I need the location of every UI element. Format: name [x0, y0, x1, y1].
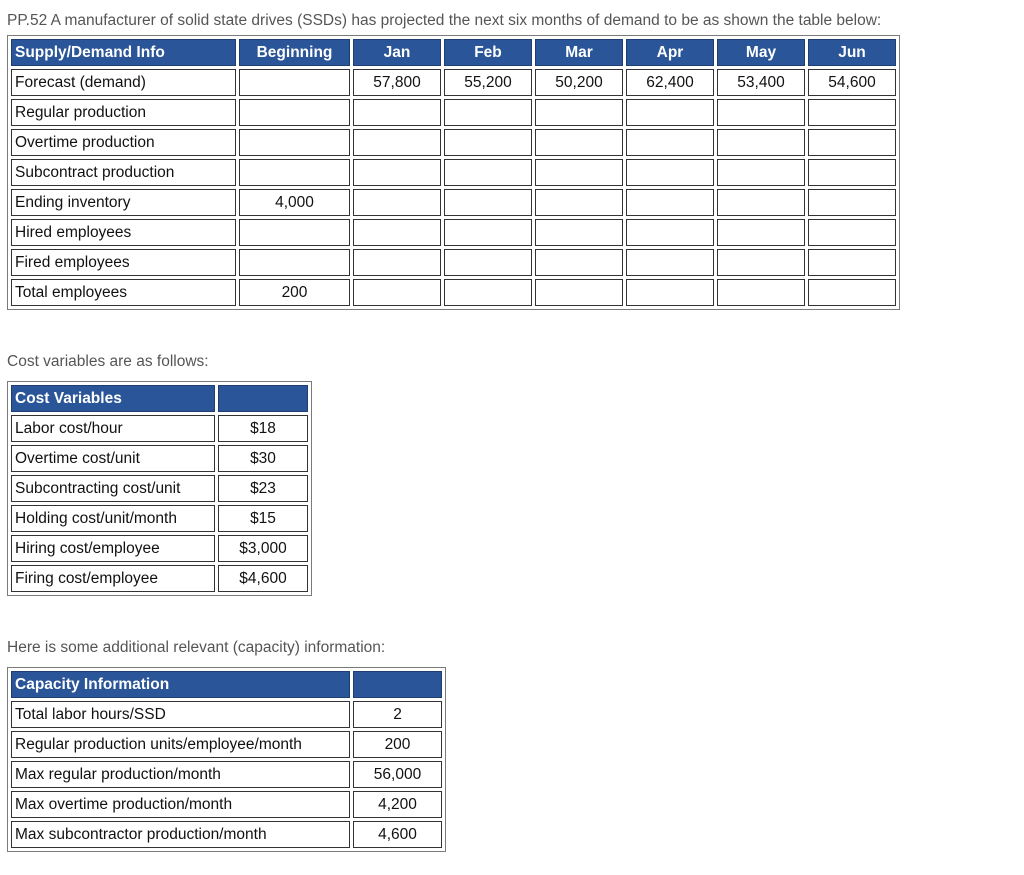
input-cell[interactable] — [239, 99, 350, 126]
row-label: Subcontracting cost/unit — [11, 475, 215, 502]
input-cell[interactable] — [717, 129, 805, 156]
value-cell: $15 — [218, 505, 308, 532]
table-row — [11, 159, 896, 186]
row-label: Total employees — [11, 279, 236, 306]
row-label: Forecast (demand) — [11, 69, 236, 96]
column-header — [353, 671, 442, 698]
input-cell[interactable] — [239, 129, 350, 156]
table-row — [11, 415, 308, 442]
cost-variables-table — [7, 381, 312, 596]
input-cell[interactable] — [626, 99, 714, 126]
row-label: Total labor hours/SSD — [11, 701, 350, 728]
row-label: Regular production units/employee/month — [11, 731, 350, 758]
input-cell[interactable] — [239, 219, 350, 246]
input-cell[interactable] — [535, 279, 623, 306]
supply-demand-table — [7, 35, 900, 310]
column-header: May — [717, 39, 805, 66]
value-cell: $4,600 — [218, 565, 308, 592]
row-label: Hired employees — [11, 219, 236, 246]
row-label: Max subcontractor production/month — [11, 821, 350, 848]
value-cell: $3,000 — [218, 535, 308, 562]
header-row — [11, 671, 442, 698]
input-cell[interactable] — [808, 159, 896, 186]
row-label: Overtime cost/unit — [11, 445, 215, 472]
problem-intro: PP.52 A manufacturer of solid state drives (SSDs) has projected the next six months of demand to be as shown the table below: — [7, 12, 882, 29]
row-label: Subcontract production — [11, 159, 236, 186]
value-cell: 4,200 — [353, 791, 442, 818]
value-cell: 200 — [239, 279, 350, 306]
input-cell[interactable] — [717, 219, 805, 246]
input-cell[interactable] — [717, 99, 805, 126]
value-cell: 57,800 — [353, 69, 441, 96]
row-label: Regular production — [11, 99, 236, 126]
row-label: Firing cost/employee — [11, 565, 215, 592]
capacity-intro-text: Here is some additional relevant (capacity) information: — [7, 639, 386, 656]
table-row — [11, 445, 308, 472]
table-row — [11, 189, 896, 216]
input-cell[interactable] — [626, 219, 714, 246]
value-cell: 2 — [353, 701, 442, 728]
value-cell: 54,600 — [808, 69, 896, 96]
value-cell: 50,200 — [535, 69, 623, 96]
input-cell[interactable] — [626, 129, 714, 156]
column-header: Beginning — [239, 39, 350, 66]
value-cell: 53,400 — [717, 69, 805, 96]
column-header: Mar — [535, 39, 623, 66]
input-cell[interactable] — [808, 279, 896, 306]
input-cell[interactable] — [535, 219, 623, 246]
input-cell[interactable] — [808, 249, 896, 276]
input-cell[interactable] — [353, 219, 441, 246]
column-header: Supply/Demand Info — [11, 39, 236, 66]
row-label: Ending inventory — [11, 189, 236, 216]
input-cell[interactable] — [444, 279, 532, 306]
value-cell: $18 — [218, 415, 308, 442]
column-header: Feb — [444, 39, 532, 66]
row-label: Max overtime production/month — [11, 791, 350, 818]
value-cell: $23 — [218, 475, 308, 502]
input-cell[interactable] — [353, 159, 441, 186]
input-cell[interactable] — [626, 159, 714, 186]
row-label: Overtime production — [11, 129, 236, 156]
table-row — [11, 731, 442, 758]
input-cell[interactable] — [444, 249, 532, 276]
table-row — [11, 99, 896, 126]
value-cell: 200 — [353, 731, 442, 758]
input-cell[interactable] — [808, 99, 896, 126]
table-row — [11, 219, 896, 246]
input-cell[interactable] — [626, 249, 714, 276]
input-cell[interactable] — [444, 129, 532, 156]
column-header: Jan — [353, 39, 441, 66]
table-row — [11, 565, 308, 592]
input-cell[interactable] — [626, 189, 714, 216]
table-row — [11, 821, 442, 848]
input-cell[interactable] — [808, 219, 896, 246]
input-cell[interactable] — [353, 129, 441, 156]
header-row — [11, 39, 896, 66]
input-cell[interactable] — [535, 159, 623, 186]
table-row — [11, 505, 308, 532]
input-cell[interactable] — [444, 159, 532, 186]
input-cell[interactable] — [353, 249, 441, 276]
value-cell: 56,000 — [353, 761, 442, 788]
input-cell[interactable] — [717, 159, 805, 186]
input-cell[interactable] — [353, 99, 441, 126]
row-label: Max regular production/month — [11, 761, 350, 788]
input-cell[interactable] — [353, 189, 441, 216]
input-cell[interactable] — [717, 279, 805, 306]
capacity-information-table — [7, 667, 446, 852]
table-row — [11, 535, 308, 562]
table-row — [11, 761, 442, 788]
value-cell: $30 — [218, 445, 308, 472]
value-cell: 55,200 — [444, 69, 532, 96]
input-cell[interactable] — [444, 219, 532, 246]
input-cell[interactable] — [535, 99, 623, 126]
input-cell[interactable] — [353, 279, 441, 306]
column-header: Cost Variables — [11, 385, 215, 412]
input-cell[interactable] — [808, 189, 896, 216]
column-header — [218, 385, 308, 412]
header-row — [11, 385, 308, 412]
table-row — [11, 475, 308, 502]
row-label: Holding cost/unit/month — [11, 505, 215, 532]
table-row — [11, 69, 896, 96]
value-cell: 4,600 — [353, 821, 442, 848]
input-cell[interactable] — [535, 249, 623, 276]
table-row — [11, 791, 442, 818]
column-header: Jun — [808, 39, 896, 66]
table-row — [11, 129, 896, 156]
value-cell: 62,400 — [626, 69, 714, 96]
column-header: Apr — [626, 39, 714, 66]
input-cell[interactable] — [535, 189, 623, 216]
input-cell[interactable] — [535, 129, 623, 156]
row-label: Fired employees — [11, 249, 236, 276]
input-cell[interactable] — [239, 249, 350, 276]
table-row — [11, 701, 442, 728]
row-label: Hiring cost/employee — [11, 535, 215, 562]
input-cell[interactable] — [808, 129, 896, 156]
column-header: Capacity Information — [11, 671, 350, 698]
row-label: Labor cost/hour — [11, 415, 215, 442]
input-cell[interactable] — [239, 69, 350, 96]
input-cell[interactable] — [717, 189, 805, 216]
value-cell: 4,000 — [239, 189, 350, 216]
cost-intro-text: Cost variables are as follows: — [7, 353, 209, 370]
table-row — [11, 249, 896, 276]
input-cell[interactable] — [626, 279, 714, 306]
table-row — [11, 279, 896, 306]
input-cell[interactable] — [444, 189, 532, 216]
input-cell[interactable] — [239, 159, 350, 186]
input-cell[interactable] — [717, 249, 805, 276]
input-cell[interactable] — [444, 99, 532, 126]
